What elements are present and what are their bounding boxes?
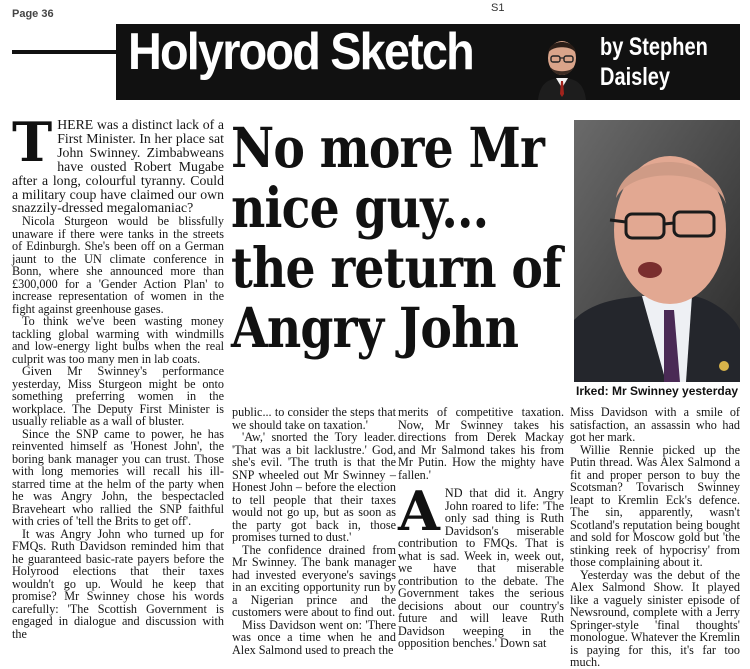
article-paragraph: Willie Rennie picked up the Putin thread. Was Alex Salmond a fit and proper person to buy the Scotsman? Tovarisch Swinney leapt to Kremlin Eck's defence. The sin, apparently, wasn't Scotland's reputation being bought and sold for Moscow gold but 'the stinking reek of hypocrisy' from those complaining about it. (570, 442, 740, 569)
article-paragraph: public... to consider the steps that we should take on taxation.' (232, 405, 396, 432)
byline-line-2: Daisley (600, 63, 671, 91)
article-paragraph: The confidence drained from Mr Swinney. The bank manager had invested everyone's savings in an exciting opportunity run by a Nigerian prince and the customers were about to find out. (232, 542, 396, 619)
swinney-photo-icon (574, 120, 740, 382)
headline-line-1: No more Mr (231, 115, 545, 180)
headline (231, 115, 562, 360)
byline (600, 32, 708, 92)
article-paragraph: Miss Davidson with a smile of satisfaction, an assassin who had got her mark. (570, 405, 740, 444)
byline-line-1: by Stephen (600, 33, 708, 61)
drop-cap: T (12, 110, 53, 174)
header-rule (12, 50, 116, 54)
article-column-4 (570, 405, 740, 669)
article-paragraph: 'Aw,' snorted the Tory leader. 'That was a bit lacklustre.' God, she's evil. 'The truth is that the SNP wheeled out Mr Swinney – Honest John – before the election to tell people that their taxes would not go up, but as soon as the party got back in, those promises turned to dust.' (232, 430, 396, 544)
article-paragraph (398, 479, 564, 650)
article-paragraph: Nicola Sturgeon would be blissfully unaware if there were tanks in the streets of Edinburgh. She's been off on a German jaunt to the UN climate conference in Bonn, where she announced more than £300,000 for a 'Gender Action Plan' to increase representation of women in the fight against greenhouse gases. (12, 214, 224, 316)
lead-text: HERE was a distinct lack of a First Minister. In her place sat John Swinney. Zimbabweans have ousted Robert Mugabe after a long, colourful tyranny. Could a military coup have claimed our own snazzily-dressed megalomaniac? (12, 117, 224, 216)
article-paragraph: Since the SNP came to power, he has reinvented himself as 'Honest John', the boring bank manager you can trust. Those with long memories will recall his ill-starred time at the helm of the party when he was Angry John, the bespectacled Braveheart who rallied the SNP faithful with cries of 'tell the Brits to get off'. (12, 426, 224, 529)
article-column-1 (12, 110, 224, 641)
headline-line-3: the return of (231, 235, 562, 300)
article-column-3 (398, 405, 564, 650)
page-number: Page 36 (12, 8, 54, 20)
headline-line-2: nice guy... (231, 175, 489, 240)
article-paragraph: To think we've been wasting money tackling global warming with windmills and low-energy light bulbs when the real culprit was too many men in lab coats. (12, 314, 224, 366)
drop-cap: A (398, 479, 440, 543)
article-column-2 (232, 405, 396, 657)
headline-line-4: Angry John (231, 295, 519, 360)
article-paragraph: It was Angry John who turned up for FMQs. Ruth Davidson reminded him that he guaranteed basic-rate payers before the Holyrood elections that their taxes wouldn't go up. Would he keep that promise? Mr Swinney chose his words carefully: 'The Scottish Government is engaged in dialogue and discussion with the (12, 526, 224, 641)
article-paragraph: Yesterday was the debut of the Alex Salmond Show. It played like a vaguely sinister episode of Newsround, complete with a Jerry Springer-style 'final thoughts' monologue. Whatever the Kremlin is paying for this, it's far too much. (570, 567, 740, 669)
section-mark: S1 (491, 2, 505, 14)
article-lead-paragraph (12, 110, 224, 216)
article-paragraph: Given Mr Swinney's performance yesterday, Miss Sturgeon might be onto something preferring women in the workplace. The Deputy First Minister is usually reliable as a wall of bluster. (12, 364, 224, 429)
author-portrait-icon (534, 28, 590, 100)
section-text: ND that did it. Angry John roared to life: 'The only sad thing is Ruth Davidson's miserable contribution to FMQs. That is what is sad. Week in, week out, we have that miserable contribution to the debate. The Government takes the serious decisions about our country's future and will leave Ruth Davidson weeping in the opposition benches.' Down sat (398, 486, 564, 650)
article-paragraph: Miss Davidson went on: 'There was once a time when he and Alex Salmond used to preach the (232, 617, 396, 657)
column-title: Holyrood Sketch (128, 23, 473, 81)
article-paragraph: merits of competitive taxation. Now, Mr Swinney takes his directions from Derek Mackay and Mr Salmond takes his from Mr Putin. How the mighty have fallen.' (398, 405, 564, 482)
photo-caption: Irked: Mr Swinney yesterday (576, 384, 739, 398)
